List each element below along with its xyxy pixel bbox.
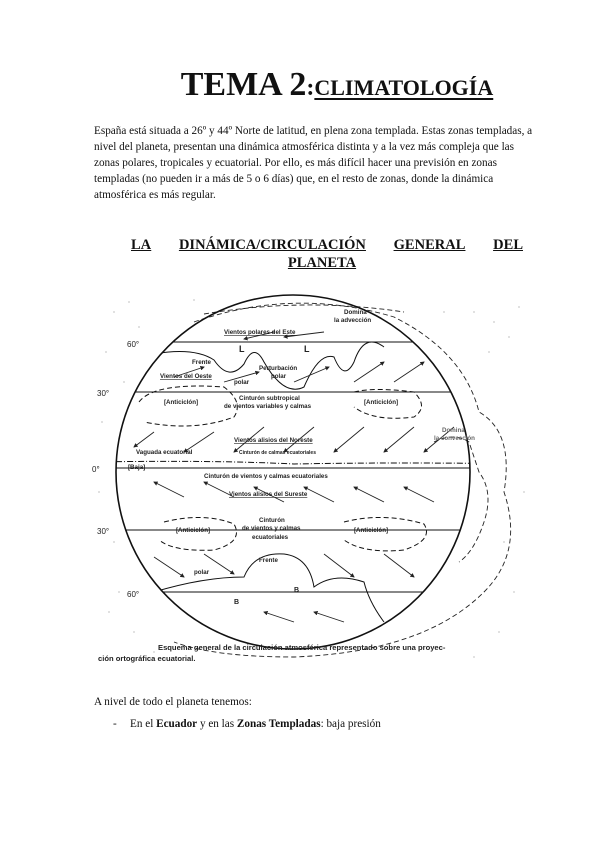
lat-60n: 60°	[127, 340, 140, 349]
svg-text:Cinturón de calmas ecuatoriale: Cinturón de calmas ecuatoriales	[239, 450, 316, 456]
bold-term: Ecuador	[156, 718, 198, 730]
label-domina-adveccion: Domina	[344, 309, 367, 316]
svg-text:Frente: Frente	[259, 557, 278, 564]
section-heading	[131, 236, 523, 272]
svg-text:[Anticiclón]: [Anticiclón]	[364, 399, 399, 406]
heading-word: DINÁMICA/CIRCULACIÓN	[178, 237, 366, 253]
label-alisios-se: Vientos alisios del Sureste	[229, 491, 308, 498]
diagram-caption-line1: Esquema general de la circulación atmosférica representado sobre una proyec-	[158, 643, 446, 652]
svg-text:Cinturón de vientos y calmas e: Cinturón de vientos y calmas ecuatoriales	[204, 473, 328, 480]
paragraph-planet-summary: A nivel de todo el planeta tenemos:	[94, 696, 252, 708]
heading-word: GENERAL	[393, 237, 466, 253]
svg-text:B: B	[294, 587, 300, 594]
lat-0: 0°	[92, 465, 100, 474]
svg-text:de vientos y calmas: de vientos y calmas	[242, 525, 301, 532]
heading-word: PLANETA	[287, 255, 357, 271]
svg-text:Domina: Domina	[442, 427, 465, 434]
svg-text:Perturbación: Perturbación	[259, 365, 298, 372]
heading-word: DEL	[493, 237, 523, 253]
svg-text:polar: polar	[234, 379, 250, 386]
title-main: TEMA 2	[180, 66, 307, 103]
svg-text:polar: polar	[271, 373, 287, 380]
diagram-caption-line2: ción ortográfica ecuatorial.	[98, 654, 196, 663]
heading-word: LA	[131, 237, 152, 253]
svg-text:[Anticiclón]: [Anticiclón]	[354, 527, 389, 534]
document-title	[0, 66, 600, 104]
title-subtitle: CLIMATOLOGÍA	[314, 75, 494, 100]
svg-text:la advección: la advección	[334, 317, 372, 324]
bold-term: Zonas Templadas	[236, 718, 321, 730]
label-alisios-ne: Vientos alisios del Noreste	[234, 437, 313, 444]
lat-60s: 60°	[127, 590, 140, 599]
svg-text:L: L	[239, 344, 245, 354]
svg-text:[Baja]: [Baja]	[128, 464, 146, 471]
label-vientos-polares: Vientos polares del Este	[224, 329, 296, 336]
svg-text:L: L	[304, 344, 310, 354]
list-item: - En el Ecuador y en las Zonas Templadas: baja presión	[113, 718, 381, 730]
svg-text:Cinturón subtropical: Cinturón subtropical	[239, 395, 300, 402]
svg-text:Cinturón: Cinturón	[259, 517, 285, 524]
lat-30n: 30°	[97, 389, 110, 398]
svg-text:B: B	[234, 599, 240, 606]
svg-text:polar: polar	[194, 569, 210, 576]
svg-text:ecuatoriales: ecuatoriales	[252, 534, 289, 541]
svg-text:la convección: la convección	[434, 435, 475, 442]
lat-30s: 30°	[97, 527, 110, 536]
svg-text:Frente: Frente	[192, 359, 211, 366]
label-vientos-oeste: Vientos del Oeste	[160, 373, 212, 380]
atmospheric-circulation-diagram	[94, 292, 534, 670]
intro-paragraph: España está situada a 26º y 44º Norte de latitud, en plena zona templada. Estas zonas templadas, a nivel del planeta, presentan una dinámica atmosférica distinta y a la vez más compleja que las zonas polares, tropicales y ecuatorial. Por ello, es más difícil hacer una previsión en zonas templadas (no pueden ir a más de 5 o 6 días) que, en el resto de zonas, donde la dinámica atmosférica es más regular.	[94, 125, 533, 201]
svg-text:Vaguada ecuatorial: Vaguada ecuatorial	[136, 449, 193, 456]
bullet-dash: -	[113, 718, 117, 730]
svg-text:de vientos variables y calmas: de vientos variables y calmas	[224, 403, 312, 410]
title-separator: :	[306, 75, 315, 101]
svg-text:[Anticiclón]: [Anticiclón]	[176, 527, 211, 534]
svg-text:[Anticiclón]: [Anticiclón]	[164, 399, 199, 406]
